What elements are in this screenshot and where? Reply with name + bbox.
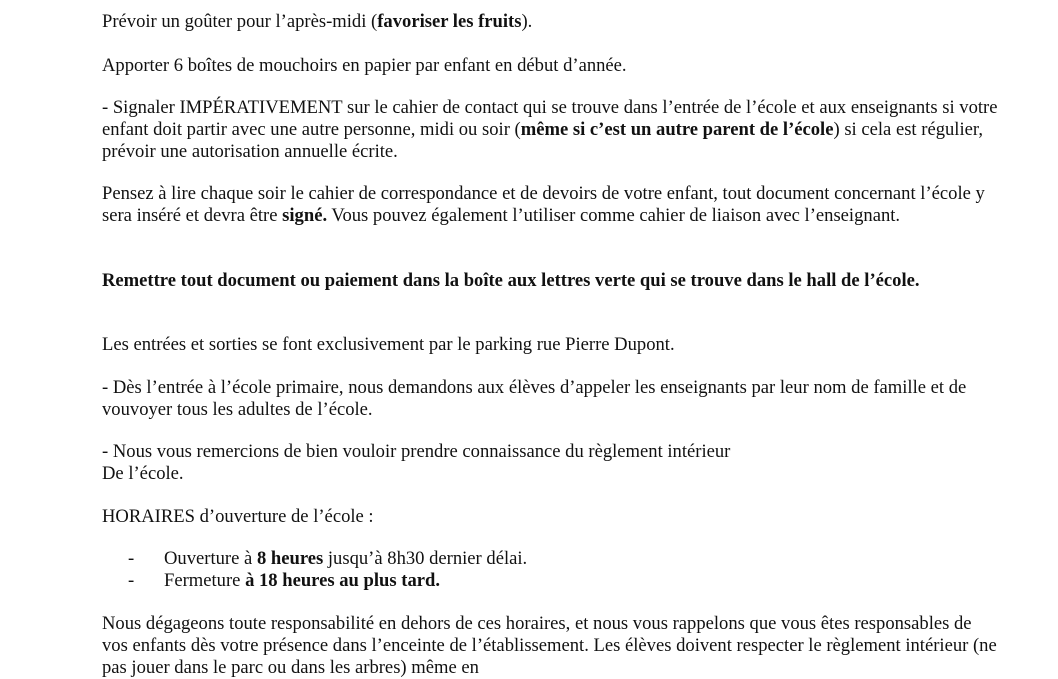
list-item-closing [128,570,440,592]
mailbox-paragraph: Remettre tout document ou paiement dans la boîte aux lettres verte qui se trouve dans le hall de l’école. [102,270,920,291]
bold-text: signé. [282,205,328,226]
hours-heading: HORAIRES d’ouverture de l’école : [102,506,374,527]
bold-text: favoriser les fruits [377,11,522,32]
list-bullet: - [128,548,135,569]
text: Vous pouvez également l’utiliser comme cahier de liaison avec l’enseignant. [327,205,901,226]
text: - Nous vous remercions de bien vouloir prendre connaissance du règlement intérieur [102,441,731,462]
contact-notebook-paragraph [102,97,1000,163]
correspondence-paragraph [102,183,1000,227]
text: Ouverture à [164,548,257,569]
text: - Signaler IMPÉRATIVEMENT sur le cahier de contact qui se trouve dans l’entrée de l’école et aux enseignants si votre enfant doit partir avec une autre personne, midi ou soir ( [102,97,998,140]
rules-paragraph [102,441,1000,485]
bold-text: 8 heures [256,548,324,569]
text: Prévoir un goûter pour l’après-midi ( [102,11,378,32]
text: De l’école. [102,463,184,484]
bold-text: à 18 heures au plus tard. [245,570,440,591]
teachers-paragraph: - Dès l’entrée à l’école primaire, nous demandons aux élèves d’appeler les enseignants par leur nom de famille et de vouvoyer tous les adultes de l’école. [102,377,967,420]
text: ). [521,11,533,32]
bold-text: même si c’est un autre parent de l’école [520,119,834,140]
text: ) si cela est régulier, prévoir une autorisation annuelle écrite. [102,119,983,162]
entrances-paragraph: Les entrées et sorties se font exclusivement par le parking rue Pierre Dupont. [102,334,675,355]
text: Fermeture [164,570,246,591]
text: jusqu’à 8h30 dernier délai. [323,548,528,569]
list-bullet: - [128,570,135,591]
responsibility-paragraph: Nous dégageons toute responsabilité en dehors de ces horaires, et nous vous rappelons que vous êtes responsables de vos enfants dès votre présence dans l’enceinte de l’établissement. Les élèves doivent respecter le règlement intérieur (ne pas jouer dans le parc ou dans les arbres) même en [102,613,997,678]
tissues-paragraph: Apporter 6 boîtes de mouchoirs en papier par enfant en début d’année. [102,55,627,76]
text: Pensez à lire chaque soir le cahier de correspondance et de devoirs de votre enfant, tout document concernant l’école y sera inséré et devra être [102,183,985,226]
list-item-opening [128,548,527,570]
snack-paragraph [102,11,1000,33]
